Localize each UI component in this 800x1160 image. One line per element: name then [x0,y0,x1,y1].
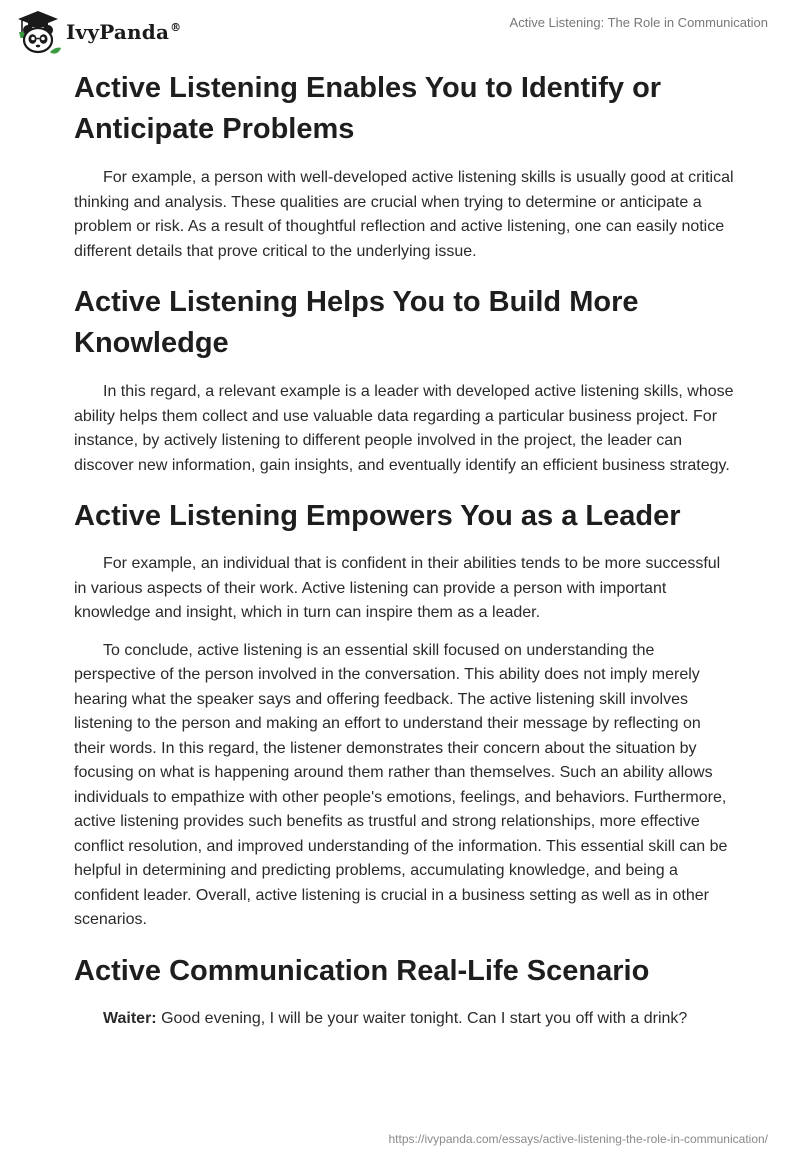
page-header [0,0,800,60]
source-url[interactable]: https://ivypanda.com/essays/active-listening-the-role-in-communication/ [388,1132,768,1146]
section-heading: Active Listening Helps You to Build More Knowledge [74,286,639,359]
section-heading: Active Communication Real-Life Scenario [74,954,650,987]
dialogue-line [74,1007,734,1032]
paragraph: In this regard, a relevant example is a leader with developed active listening skills, whose ability helps them collect and use valuable data regarding a particular business project. For instance, by actively listening to different people involved in the project, the leader can discover new information, gain insights, and eventually identify an efficient business strategy. [74,383,734,474]
registered-mark: ® [170,21,182,35]
speaker-label: Waiter: [103,1009,157,1027]
dialogue-text: Good evening, I will be your waiter tonight. Can I start you off with a drink? [156,1009,688,1027]
article-body [74,68,734,1031]
paragraph: For example, a person with well-developed active listening skills is usually good at critical thinking and analysis. These qualities are crucial when trying to determine or anticipate a problem or risk. As a result of thoughtful reflection and active listening, one can easily notice different details that prove critical to the underlying issue. [74,169,734,260]
document-title: Active Listening: The Role in Communication [509,15,768,30]
brand-logo[interactable] [14,8,181,56]
panda-logo-icon [14,8,62,56]
section-heading: Active Listening Empowers You as a Leader [74,500,681,532]
section-heading: Active Listening Enables You to Identify or Anticipate Problems [74,72,662,145]
brand-name: IvyPanda® [66,20,182,44]
paragraph: For example, an individual that is confident in their abilities tends to be more successful in various aspects of their work. Active listening can provide a person with important knowledge and insight, which in turn can inspire them as a leader. [74,555,721,621]
paragraph: To conclude, active listening is an essential skill focused on understanding the perspective of the person involved in the conversation. This ability does not imply merely hearing what the speaker says and offering feedback. The active listening skill involves listening to the person and making an effort to understand their message by reflecting on their words. In this regard, the listener demonstrates their concern about the situation by focusing on what is happening around them rather than themselves. Such an ability allows individuals to empathize with other people's emotions, feelings, and behaviors. Furthermore, active listening provides such benefits as trustful and strong relationships, more effective conflict resolution, and improved understanding of the information. This essential skill can be helpful in determining and predicting problems, accumulating knowledge, and being a confident leader. Overall, active listening is crucial in a business setting as well as in other scenarios. [74,641,728,928]
